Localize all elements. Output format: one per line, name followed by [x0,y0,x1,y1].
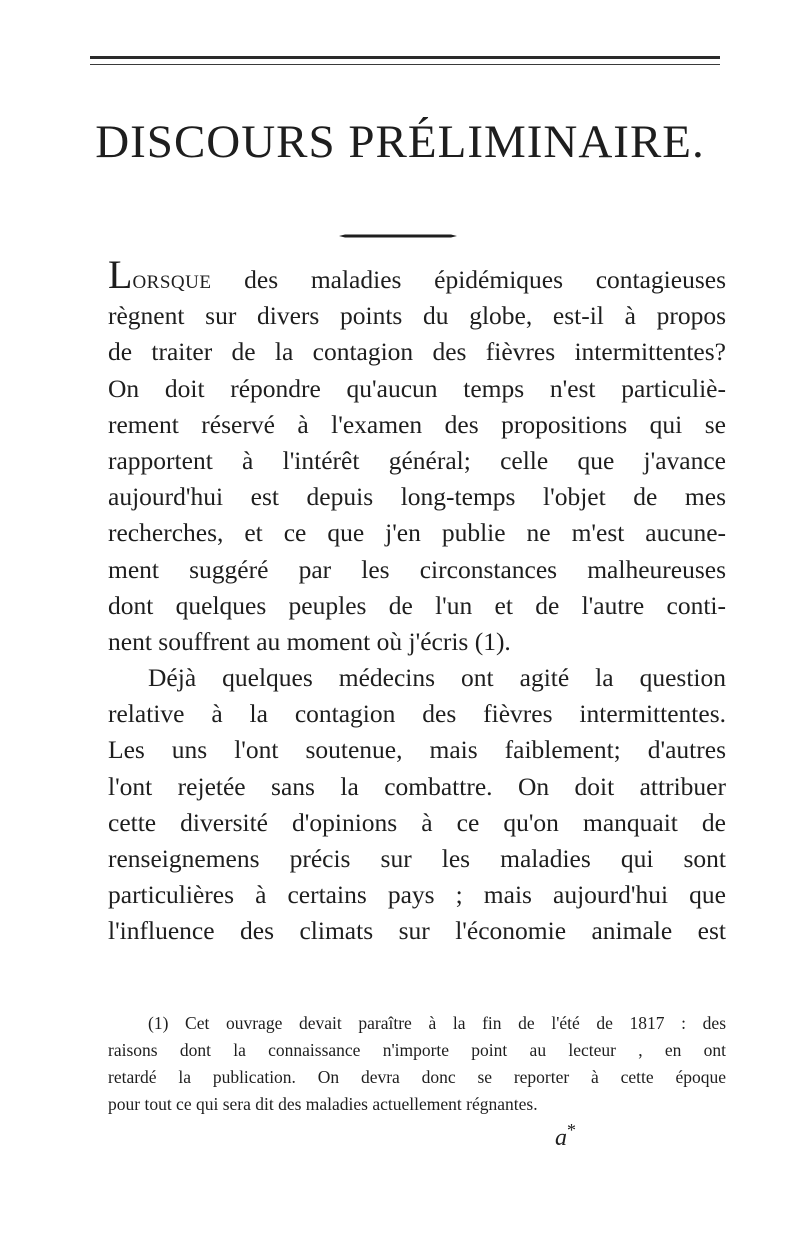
body-line: règnent sur divers points du globe, est-il à propos [108,301,726,331]
body-line: recherches, et ce que j'en publie ne m'est aucune- [108,518,726,548]
paragraph2-line: l'ont rejetée sans la combattre. On doit attribuer [108,771,726,801]
paragraph2-line: renseignemens précis sur les maladies qui sont [108,844,726,873]
footnote [108,1010,726,1118]
first-line-rest: des maladies épidémiques contagieuses [211,265,726,294]
footnote-line: (1) Cet ouvrage devait paraître à la fin de l'été de 1817 : des [148,1013,726,1033]
body-line: ment suggéré par les circonstances malheureuses [108,554,726,584]
body-line: aujourd'hui est depuis long-temps l'objet de mes [108,482,726,512]
top-rule-thin [90,64,720,65]
signature-letter: a [555,1125,567,1151]
body-line: On doit répondre qu'aucun temps n'est particuliè- [108,373,726,403]
paragraph2-line: Les uns l'ont soutenue, mais faiblement; d'autres [108,735,726,765]
body-line-1 [108,252,726,298]
body-line: dont quelques peuples de l'un et de l'autre conti- [108,590,726,620]
footnote-line: retardé la publication. On devra donc se reporter à cette époque [108,1067,726,1087]
signature-star: * [567,1120,576,1140]
body-line: rement réservé à l'examen des propositions qui se [108,409,726,439]
page-title: DISCOURS PRÉLIMINAIRE. [95,116,705,168]
body-line: de traiter de la contagion des fièvres intermittentes? [108,337,726,367]
paragraph2-line: l'influence des climats sur l'économie animale est [108,916,726,946]
paragraph2-line: particulières à certains pays ; mais aujourd'hui que [108,880,726,910]
paragraph2-line: relative à la contagion des fièvres intermittentes. [108,699,726,729]
footnote-line: pour tout ce qui sera dit des maladies actuellement régnantes. [108,1094,538,1114]
footnote-line: raisons dont la connaissance n'importe point au lecteur , en ont [108,1040,726,1060]
drop-cap: L [108,252,133,297]
body-line: nent souffrent au moment où j'écris (1). [108,626,511,656]
body-text [108,252,726,950]
body-line: rapportent à l'intérêt général; celle que j'avance [108,445,726,475]
top-rule-thick [90,56,720,59]
title-ornament-rule [339,234,457,237]
first-word-smallcaps: ORSQUE [132,272,212,293]
signature-mark [555,1120,576,1152]
paragraph2-line: Déjà quelques médecins ont agité la question [148,663,726,693]
paragraph2-line: cette diversité d'opinions à ce qu'on manquait de [108,807,726,837]
